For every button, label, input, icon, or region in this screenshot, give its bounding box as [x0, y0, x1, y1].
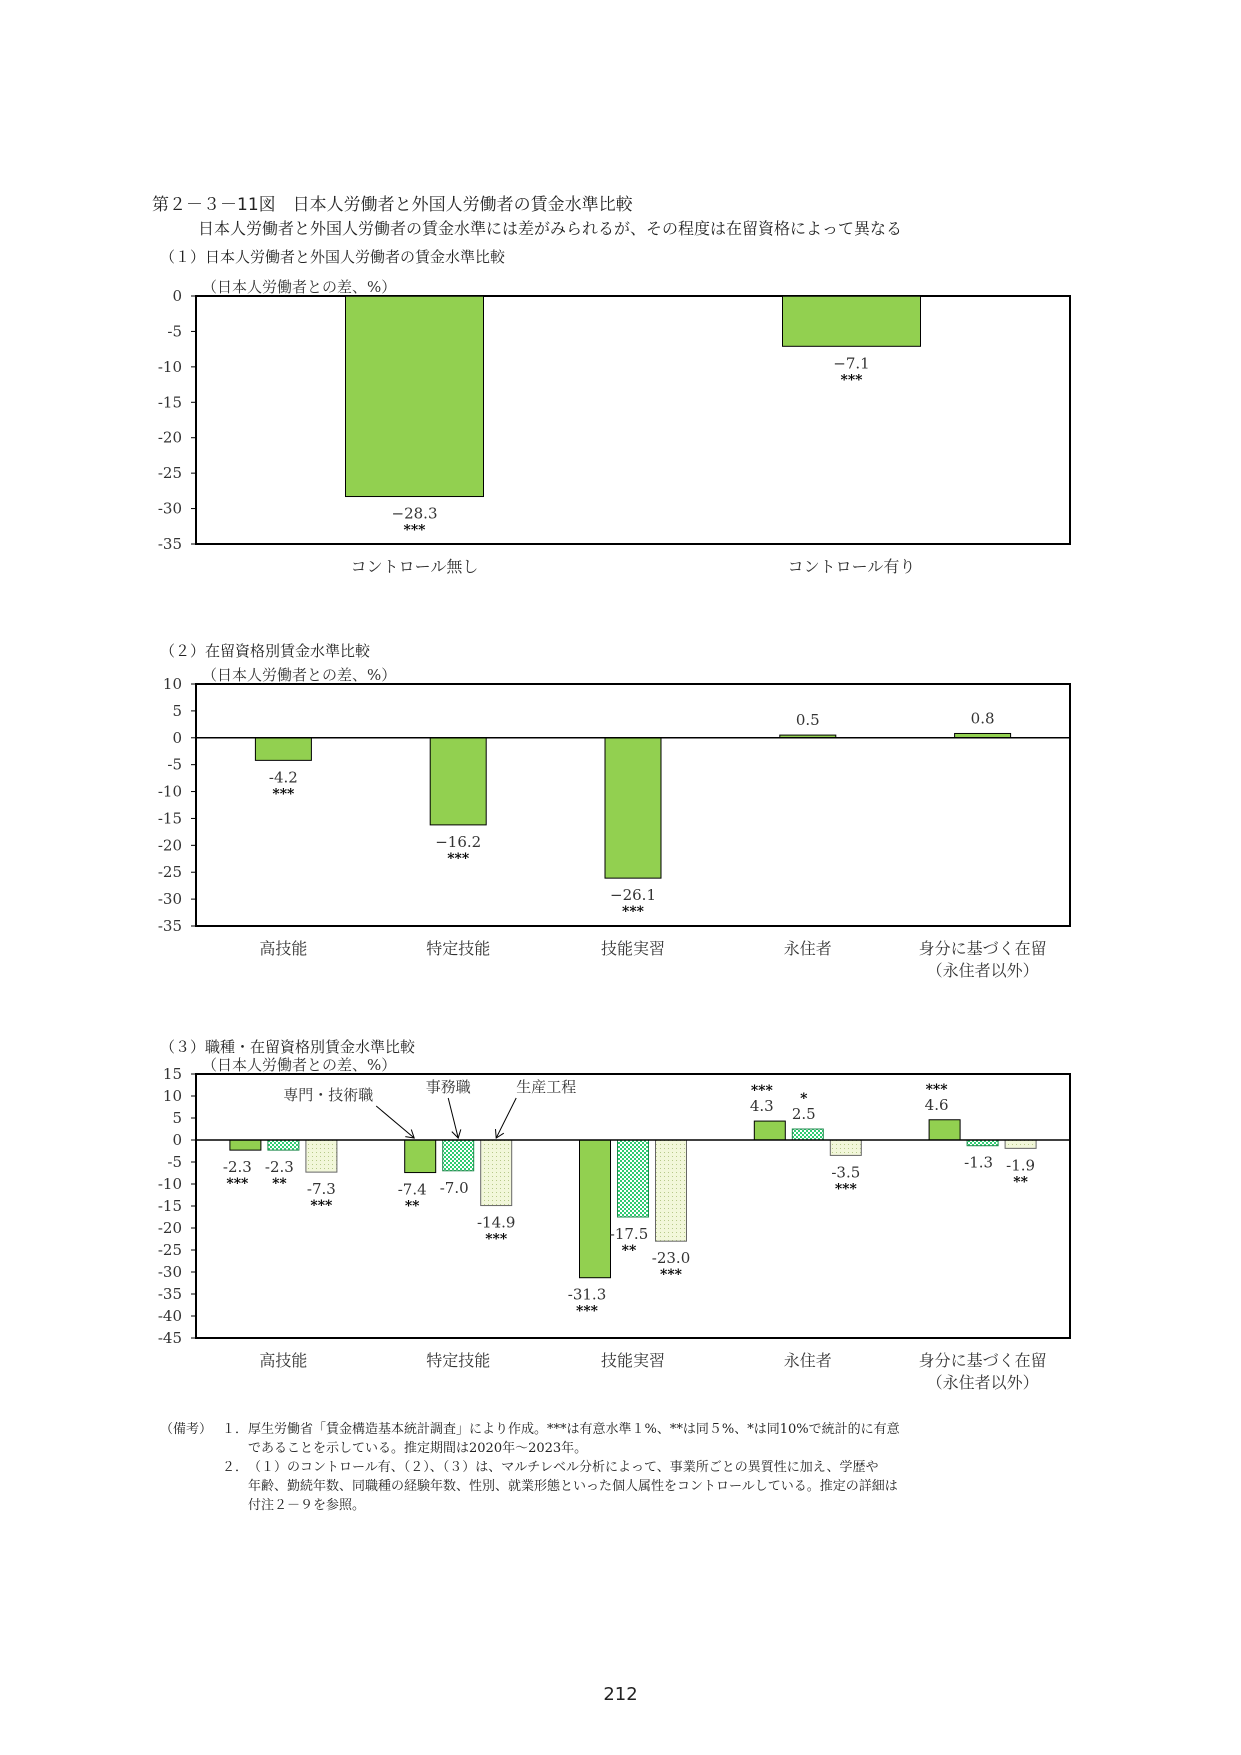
x-category-label: コントロール有り [787, 557, 916, 576]
bar [580, 1140, 611, 1278]
y-tick-label: -25 [157, 464, 182, 483]
significance-label: *** [750, 1083, 773, 1100]
data-label: 0.5 [795, 711, 820, 730]
bar [929, 1120, 960, 1140]
y-tick-label: 5 [172, 701, 182, 720]
y-axis-label: （日本人労働者との差、%） [202, 278, 397, 296]
data-label: −26.1 [610, 886, 656, 905]
data-label: 2.5 [791, 1105, 816, 1123]
y-tick-label: -40 [157, 1307, 182, 1325]
significance-label: *** [576, 1303, 598, 1320]
y-tick-label: 0 [172, 287, 182, 305]
data-label: -23.0 [651, 1249, 691, 1268]
y-tick-label: -15 [157, 1197, 182, 1215]
y-tick-label: 10 [162, 675, 182, 693]
note-2 [160, 1458, 1110, 1515]
data-label: −7.1 [833, 354, 870, 373]
data-label: -2.3 [264, 1158, 294, 1177]
data-label: -1.9 [1006, 1156, 1036, 1175]
y-tick-label: -5 [167, 755, 182, 774]
data-label: −16.2 [435, 832, 482, 851]
x-category-label: コントロール無し [350, 557, 479, 576]
bar [405, 1140, 436, 1173]
data-label: -3.5 [831, 1163, 861, 1182]
data-label: 4.6 [924, 1095, 949, 1114]
significance-label: ** [272, 1176, 287, 1193]
notes-label: （備考） [160, 1422, 213, 1437]
significance-label: *** [622, 904, 644, 921]
significance-label: *** [834, 1181, 857, 1198]
chart1-svg [0, 268, 1241, 588]
page-number: 212 [603, 1684, 638, 1705]
y-tick-label: 0 [172, 728, 182, 747]
bar [430, 738, 486, 825]
significance-label: *** [226, 1176, 249, 1193]
y-tick-label: -5 [167, 322, 182, 341]
series-name-label: 専門・技術職 [283, 1086, 374, 1104]
figure-title: 第２－３－11図 日本人労働者と外国人労働者の賃金水準比較 [152, 195, 633, 215]
bar [255, 738, 311, 761]
y-tick-label: -30 [157, 890, 182, 909]
bar [230, 1140, 261, 1150]
y-tick-label: -5 [167, 1153, 182, 1171]
figure-subtitle: 日本人労働者と外国人労働者の賃金水準には差がみられるが、その程度は在留資格によって異なる [198, 219, 903, 238]
series-name-label: 生産工程 [516, 1078, 577, 1096]
significance-label: *** [272, 786, 295, 803]
x-category-label: 高技能 [259, 939, 308, 958]
y-tick-label: -15 [157, 393, 182, 412]
significance-label: * [800, 1091, 808, 1107]
y-tick-label: -35 [157, 917, 182, 935]
y-tick-label: -35 [157, 1285, 182, 1303]
data-label: -7.3 [306, 1180, 336, 1199]
y-tick-label: -20 [157, 428, 182, 447]
bar [656, 1140, 687, 1241]
significance-label: ** [404, 1198, 420, 1215]
bar [346, 296, 484, 497]
bar [792, 1129, 823, 1140]
note-line: 付注２－９を参照。 [248, 1498, 366, 1513]
y-tick-label: -10 [157, 1175, 182, 1193]
chart3-title: （３）職種・在留資格別賃金水準比較 [160, 1038, 416, 1056]
y-tick-label: -20 [157, 1219, 182, 1237]
callout-arrow-line [376, 1106, 414, 1138]
x-category-label: （永住者以外） [926, 961, 1039, 980]
significance-label: *** [840, 372, 863, 389]
bar [443, 1140, 474, 1171]
y-tick-label: -25 [157, 1241, 182, 1259]
bar [754, 1121, 785, 1140]
data-label: -14.9 [476, 1213, 516, 1232]
y-tick-label: -30 [157, 499, 182, 518]
y-axis-label: （日本人労働者との差、%） [202, 666, 397, 684]
bar [481, 1140, 512, 1206]
x-category-label: （永住者以外） [926, 1373, 1039, 1392]
y-tick-label: -25 [157, 863, 182, 882]
callout-arrow-line [448, 1098, 458, 1138]
y-tick-label: -10 [157, 357, 182, 376]
y-tick-label: -10 [157, 782, 182, 801]
notes [160, 1420, 1110, 1515]
bar [268, 1140, 299, 1150]
x-category-label: 特定技能 [426, 939, 491, 958]
note-line: であることを示している。推定期間は2020年～2023年。 [248, 1441, 588, 1456]
y-tick-label: 0 [172, 1131, 182, 1149]
bar [967, 1140, 998, 1146]
y-tick-label: -30 [157, 1263, 182, 1281]
data-label: -2.3 [222, 1158, 252, 1177]
chart2-svg [0, 662, 1241, 1002]
note-line: 年齢、勤続年数、同職種の経験年数、性別、就業形態といった個人属性をコントロールしている。推定の詳細は [248, 1479, 898, 1494]
callout-arrow-line [496, 1098, 516, 1138]
data-label: −28.3 [391, 504, 438, 523]
chart3-svg [0, 1056, 1241, 1410]
note-1 [160, 1420, 1110, 1458]
significance-label: *** [447, 850, 470, 867]
y-tick-label: -35 [157, 535, 182, 553]
chart1-title: （１）日本人労働者と外国人労働者の賃金水準比較 [160, 248, 506, 266]
x-category-label: 永住者 [783, 939, 832, 958]
note-line: （１）のコントロール有、（２）、（３）は、マルチレベル分析によって、事業所ごとの異質性に加え、学歴や [248, 1460, 879, 1475]
bar [618, 1140, 649, 1217]
x-category-label: 特定技能 [426, 1351, 491, 1370]
data-label: -7.4 [397, 1180, 427, 1199]
bar [1005, 1140, 1036, 1148]
series-name-label: 事務職 [425, 1078, 471, 1096]
bar [605, 738, 661, 878]
x-category-label: 技能実習 [600, 939, 666, 958]
note-number: １． [222, 1422, 249, 1437]
bar [306, 1140, 337, 1172]
bar [830, 1140, 861, 1155]
significance-label: *** [403, 522, 426, 539]
note-line: 厚生労働省「賃金構造基本統計調査」により作成。***は有意水準１%、**は同５%、*は同10%で統計的に有意 [248, 1422, 900, 1437]
significance-label: *** [485, 1231, 508, 1248]
y-axis-label: （日本人労働者との差、%） [202, 1056, 397, 1074]
y-tick-label: -45 [157, 1329, 182, 1347]
x-category-label: 身分に基づく在留 [918, 939, 1047, 958]
significance-label: ** [1013, 1174, 1028, 1191]
y-tick-label: 15 [162, 1065, 182, 1083]
data-label: -1.3 [964, 1153, 994, 1172]
y-tick-label: -20 [157, 836, 182, 855]
data-label: -31.3 [567, 1285, 607, 1304]
significance-label: *** [310, 1198, 333, 1215]
bar [783, 296, 921, 346]
significance-label: *** [660, 1267, 682, 1284]
data-label: -7.0 [439, 1178, 469, 1197]
data-label: -17.5 [609, 1225, 649, 1243]
x-category-label: 高技能 [259, 1351, 308, 1370]
chart2-title: （２）在留資格別賃金水準比較 [160, 642, 371, 660]
note-number: ２． [222, 1460, 249, 1475]
y-tick-label: 10 [162, 1087, 182, 1105]
significance-label: *** [925, 1081, 948, 1098]
data-label: -4.2 [268, 768, 298, 787]
plot-frame [196, 296, 1070, 544]
x-category-label: 永住者 [783, 1351, 832, 1370]
data-label: 0.8 [970, 709, 995, 728]
data-label: 4.3 [749, 1097, 774, 1116]
x-category-label: 技能実習 [600, 1351, 666, 1370]
significance-label: ** [621, 1243, 637, 1259]
y-tick-label: -15 [157, 809, 182, 828]
x-category-label: 身分に基づく在留 [918, 1351, 1047, 1370]
y-tick-label: 5 [172, 1109, 182, 1127]
